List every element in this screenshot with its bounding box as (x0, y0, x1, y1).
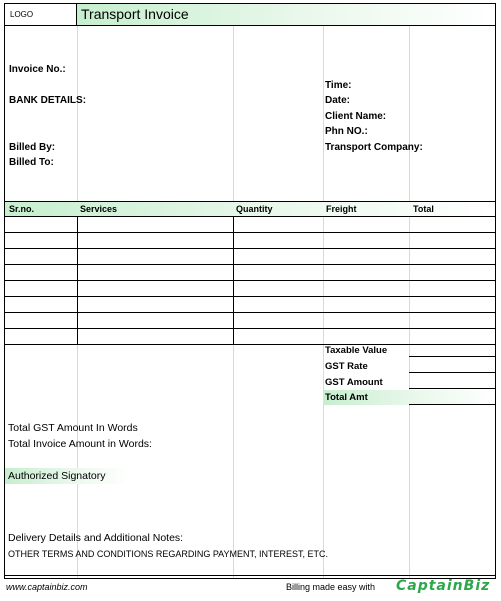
authorized-signatory-label: Authorized Signatory (8, 470, 106, 482)
transport-company-label: Transport Company: (325, 142, 423, 153)
column-header-services: Services (80, 204, 118, 214)
gst-amount-in-words-label: Total GST Amount In Words (8, 422, 138, 434)
footer-divider (5, 575, 495, 576)
column-header-quantity: Quantity (236, 204, 273, 214)
table-row[interactable] (5, 313, 495, 329)
billed-to-label: Billed To: (9, 157, 54, 168)
gst-amount-field[interactable] (409, 388, 495, 389)
logo-placeholder: LOGO (5, 4, 77, 26)
taxable-value-label: Taxable Value (325, 345, 388, 356)
table-row[interactable] (5, 281, 495, 297)
delivery-notes-label: Delivery Details and Additional Notes: (8, 532, 184, 544)
column-header-total: Total (413, 204, 434, 214)
total-amt-label: Total Amt (325, 392, 368, 403)
footer-tagline: Billing made easy with (286, 582, 376, 592)
column-header-freight: Freight (326, 204, 357, 214)
total-amt-field[interactable] (409, 404, 495, 405)
terms-conditions-label: OTHER TERMS AND CONDITIONS REGARDING PAYMENT, INTEREST, ETC. (8, 549, 329, 559)
billed-by-label: Billed By: (9, 142, 56, 153)
bank-details-label: BANK DETAILS: (9, 95, 87, 106)
gst-rate-label: GST Rate (325, 361, 368, 372)
time-label: Time: (325, 80, 352, 91)
website-link[interactable]: www.captainbiz.com (6, 582, 88, 592)
total-amt-row (323, 390, 495, 405)
table-row[interactable] (5, 233, 495, 249)
table-header-row (5, 201, 495, 217)
gst-rate-field[interactable] (409, 372, 495, 373)
column-header-srno: Sr.no. (9, 204, 35, 214)
column-divider (77, 217, 78, 345)
gst-amount-label: GST Amount (325, 377, 383, 388)
invoice-no-label: Invoice No.: (9, 64, 66, 75)
date-label: Date: (325, 95, 351, 106)
table-row[interactable] (5, 297, 495, 313)
page-title: Transport Invoice (77, 4, 495, 26)
captainbiz-logo: CaptainBiz (396, 578, 491, 594)
table-row[interactable] (5, 329, 495, 345)
table-row[interactable] (5, 249, 495, 265)
phone-number-label: Phn NO.: (325, 126, 368, 137)
invoice-amount-in-words-label: Total Invoice Amount in Words: (8, 438, 152, 450)
taxable-value-field[interactable] (409, 356, 495, 357)
client-name-label: Client Name: (325, 111, 387, 122)
table-row[interactable] (5, 217, 495, 233)
column-divider (233, 217, 234, 345)
invoice-sheet (4, 3, 496, 579)
table-row[interactable] (5, 265, 495, 281)
signatory-band (5, 468, 129, 484)
items-table (5, 201, 495, 345)
